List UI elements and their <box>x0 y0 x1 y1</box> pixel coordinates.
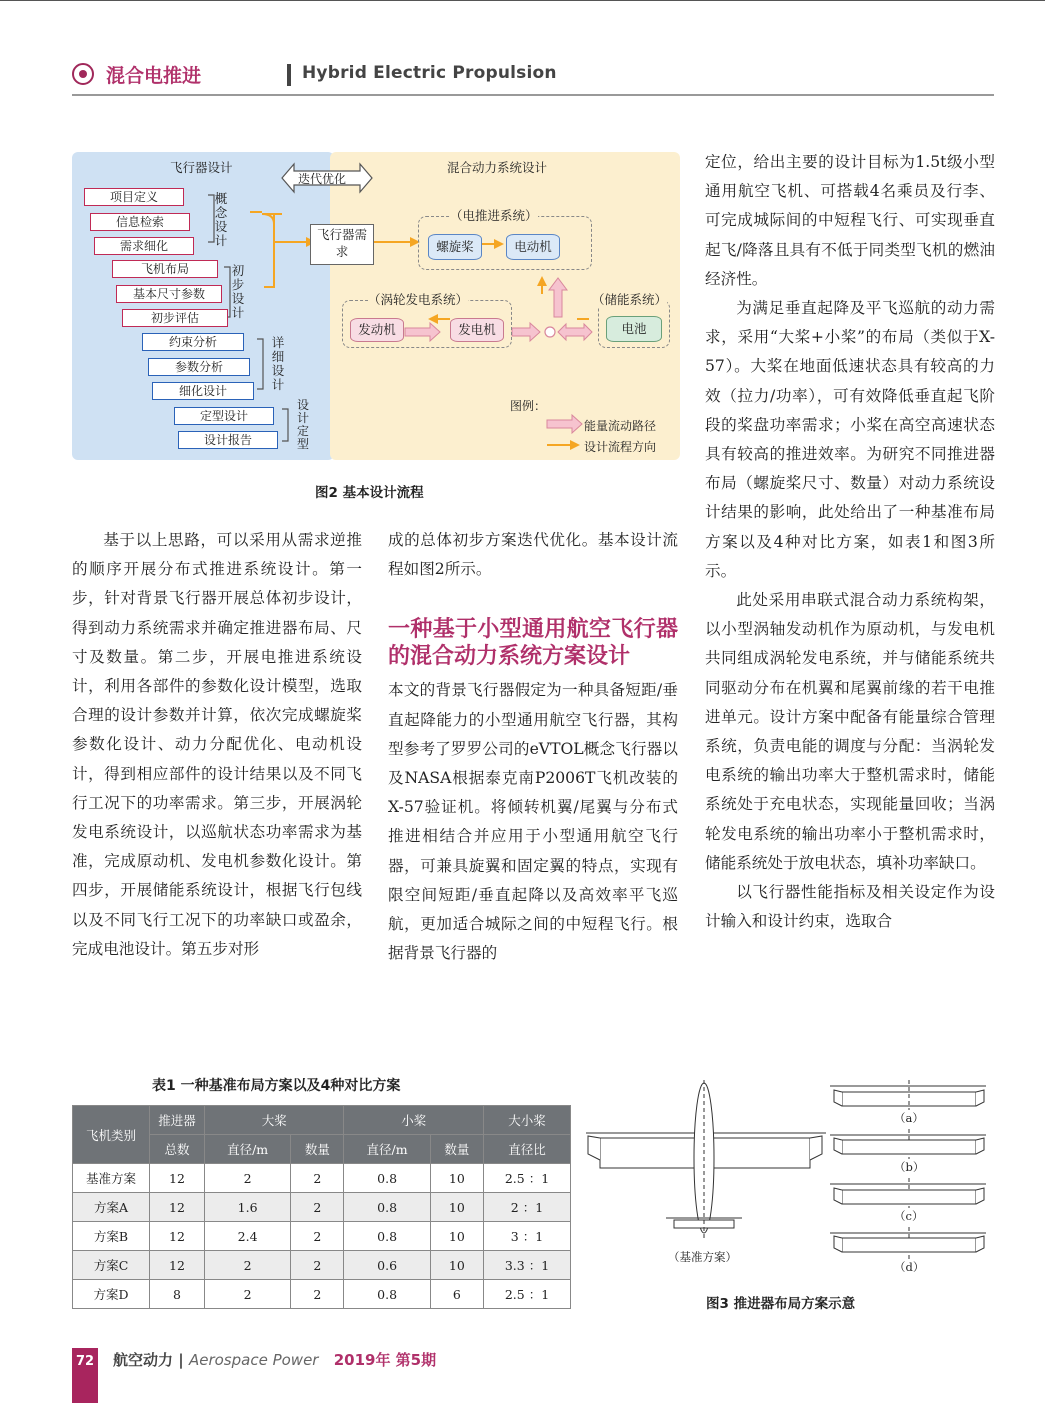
col-header-big-prop: 大桨 <box>205 1106 344 1135</box>
box-refine-design: 细化设计 <box>152 382 254 400</box>
table-cell: 10 <box>430 1164 483 1193</box>
electric-system-label: （电推进系统） <box>450 208 538 223</box>
table-cell: 基准方案 <box>73 1164 150 1193</box>
table-cell: 2 <box>205 1251 291 1280</box>
layout-c-drawing <box>830 1184 986 1204</box>
layout-c-label: （c） <box>894 1209 924 1223</box>
table-cell: 2 <box>291 1164 344 1193</box>
col-header-big-num: 数量 <box>291 1135 344 1164</box>
table-cell: 1.6 <box>205 1193 291 1222</box>
detail-design-label: 详细设计 <box>271 335 285 392</box>
col-header-small-num: 数量 <box>430 1135 483 1164</box>
table-cell: 3 ：1 <box>484 1222 571 1251</box>
table-cell: 12 <box>150 1164 205 1193</box>
table-cell: 3.3 ：1 <box>484 1251 571 1280</box>
box-basic-size: 基本尺寸参数 <box>116 285 222 303</box>
table-cell: 8 <box>150 1280 205 1309</box>
prelim-design-label: 初步设计 <box>231 263 245 320</box>
header-title-en: Hybrid Electric Propulsion <box>302 63 557 83</box>
table-cell: 2 <box>291 1251 344 1280</box>
paragraph: 成的总体初步方案迭代优化。基本设计流程如图2所示。 <box>388 531 678 579</box>
motor-node: 电动机 <box>506 234 560 260</box>
table-cell: 0.8 <box>344 1193 430 1222</box>
paragraph: 此处采用串联式混合动力系统构架，以小型涡轴发动机作为原动机，与发电机共同组成涡轮发电系统，并与储能系统共同驱动分布在机翼和尾翼前缘的若干电推进单元。设计方案中配备有能量综合管理系统，负责电能的调度与分配：当涡轮发电系统的输出功率大于整机需求时，储能系统处于充电状态，实现能量回收；当涡轮发电系统的输出功率小于整机需求时，储能系统处于放电状态，填补功率缺口。 <box>705 591 995 872</box>
baseline-label: （基准方案） <box>668 1250 737 1264</box>
legend-title: 图例： <box>510 399 547 413</box>
iterate-label: 迭代优化 <box>298 172 347 186</box>
col-header-small-dia: 直径/m <box>344 1135 430 1164</box>
layout-b-drawing <box>830 1135 986 1154</box>
col-header-ratio-2: 直径比 <box>484 1135 571 1164</box>
table-cell: 2 <box>205 1280 291 1309</box>
table-row <box>73 1193 571 1222</box>
box-aircraft-layout: 飞机布局 <box>112 260 218 278</box>
table-cell: 方案C <box>73 1251 150 1280</box>
box-param-analysis: 参数分析 <box>148 358 250 376</box>
col-header-ratio-1: 大小桨 <box>484 1106 571 1135</box>
table-cell: 10 <box>430 1222 483 1251</box>
layout-d-label: （d） <box>894 1260 925 1274</box>
table-1-caption: 表1 一种基准布局方案以及4种对比方案 <box>152 1078 401 1094</box>
box-final-design: 定型设计 <box>174 407 274 425</box>
column-3 <box>705 148 995 936</box>
box-design-report: 设计报告 <box>178 431 278 449</box>
footer-journal-cn: 航空动力 <box>113 1351 174 1369</box>
table-row <box>73 1222 571 1251</box>
header-divider <box>287 64 291 86</box>
col-header-type: 飞机类别 <box>73 1106 150 1164</box>
table-cell: 2 <box>205 1164 291 1193</box>
baseline-aircraft-drawing <box>586 1080 826 1240</box>
box-aircraft-requirement: 飞行器需求 <box>310 224 374 265</box>
table-cell: 6 <box>430 1280 483 1309</box>
legend-energy-label: 能量流动路径 <box>584 419 657 433</box>
layout-a-label: （a） <box>894 1111 924 1125</box>
column-2 <box>388 526 678 968</box>
column-1 <box>72 526 362 964</box>
table-1 <box>72 1105 571 1309</box>
box-info-retrieval: 信息检索 <box>90 213 190 231</box>
figure-3-caption: 图3 推进器布局方案示意 <box>706 1296 856 1312</box>
paragraph: 本文的背景飞行器假定为一种具备短距/垂直起降能力的小型通用航空飞行器，其构型参考了罗罗公司的eVTOL概念飞行器以及NASA根据泰克南P2006T飞机改装的X-57验证机。将倾转机翼/尾翼与分布式推进相结合并应用于小型通用航空飞行器，可兼具旋翼和固定翼的特点，实现有限空间短距/垂直起降以及高效率平飞巡航，更加适合城际之间的中短程飞行。根据背景飞行器的 <box>388 681 678 963</box>
paragraph: 基于以上思路，可以采用从需求逆推的顺序开展分布式推进系统设计。第一步，针对背景飞行器开展总体初步设计，得到动力系统需求并确定推进器布局、尺寸及数量。第二步，开展电推进系统设计，利用各部件的参数化设计模型，选取合理的设计参数并计算，依次完成螺旋桨参数化设计、动力分配优化、电动机设计，得到相应部件的设计结果以及不同飞行工况下的功率需求。第三步，开展涡轮发电系统设计，以巡航状态功率需求为基准，完成原动机、发电机参数化设计。第四步，开展储能系统设计，根据飞行包线以及不同飞行工况下的功率缺口或盈余，完成电池设计。第五步对形 <box>72 531 362 958</box>
table-cell: 方案D <box>73 1280 150 1309</box>
table-cell: 方案B <box>73 1222 150 1251</box>
battery-node: 电池 <box>606 316 662 342</box>
table-cell: 12 <box>150 1222 205 1251</box>
table-cell: 2 <box>291 1193 344 1222</box>
footer-issue: 2019年 第5期 <box>333 1351 437 1369</box>
box-project-definition: 项目定义 <box>84 188 184 206</box>
footer-separator: | <box>178 1351 184 1369</box>
header-rule <box>72 94 994 96</box>
col-header-total-1: 推进器 <box>150 1106 205 1135</box>
footer-journal <box>113 1349 436 1370</box>
table-cell: 10 <box>430 1251 483 1280</box>
table-row <box>73 1164 571 1193</box>
table-cell: 2.5 ：1 <box>484 1280 571 1309</box>
paragraph: 定位，给出主要的设计目标为1.5t级小型通用航空飞机、可搭载4名乘员及行李、可完成城际间的中短程飞行、可实现垂直起飞/降落且具有不低于同类型飞机的燃油经济性。 <box>705 153 995 288</box>
figure-2-design-flow <box>72 152 680 460</box>
turbo-system-label: （涡轮发电系统） <box>368 292 469 307</box>
footer-journal-en: Aerospace Power <box>188 1351 319 1369</box>
concept-design-label: 概念设计 <box>214 191 228 248</box>
col-header-total-2: 总数 <box>150 1135 205 1164</box>
table-cell: 方案A <box>73 1193 150 1222</box>
aircraft-design-title: 飞行器设计 <box>170 160 233 175</box>
table-cell: 12 <box>150 1251 205 1280</box>
engine-node: 发动机 <box>350 318 404 342</box>
figure-2-caption: 图2 基本设计流程 <box>315 485 424 501</box>
table-cell: 0.8 <box>344 1280 430 1309</box>
col-header-big-dia: 直径/m <box>205 1135 291 1164</box>
table-cell: 0.8 <box>344 1222 430 1251</box>
generator-node: 发电机 <box>450 318 504 342</box>
paragraph: 以飞行器性能指标及相关设定作为设计输入和设计约束，选取合 <box>705 883 995 931</box>
journal-logo-icon <box>72 63 94 85</box>
hybrid-design-title: 混合动力系统设计 <box>447 160 548 175</box>
header-title-cn: 混合电推进 <box>106 65 202 87</box>
section-heading: 一种基于小型通用航空飞行器的混合动力系统方案设计 <box>388 617 678 670</box>
top-border <box>0 0 1045 1</box>
table-cell: 2 ：1 <box>484 1193 571 1222</box>
final-design-label: 设计定型 <box>296 398 309 451</box>
legend-design-label: 设计流程方向 <box>584 440 657 454</box>
table-row <box>73 1251 571 1280</box>
col-header-small-prop: 小桨 <box>344 1106 484 1135</box>
table-cell: 10 <box>430 1193 483 1222</box>
storage-system-label: （储能系统） <box>592 292 668 307</box>
table-cell: 2 <box>291 1222 344 1251</box>
paragraph: 为满足垂直起降及平飞巡航的动力需求，采用“大桨+小桨”的布局（类似于X-57）。大桨在地面低速状态具有较高的力效（拉力/功率），可有效降低垂直起飞阶段的桨盘功率需求；小桨在高空高速状态具有较高的推进效率。为研究不同推进器布局（螺旋桨尺寸、数量）对动力系统设计结果的影响，此处给出了一种基准布局方案以及4种对比方案，如表1和图3所示。 <box>705 299 995 580</box>
page-number: 72 <box>76 1354 95 1369</box>
table-cell: 2 <box>291 1280 344 1309</box>
figure-3-layouts <box>586 1080 996 1280</box>
layout-d-drawing <box>830 1233 986 1252</box>
propeller-node: 螺旋桨 <box>428 234 482 260</box>
table-cell: 0.6 <box>344 1251 430 1280</box>
table-cell: 12 <box>150 1193 205 1222</box>
table-cell: 2.5 ：1 <box>484 1164 571 1193</box>
box-requirement-refine: 需求细化 <box>94 237 194 255</box>
box-prelim-eval: 初步评估 <box>122 309 228 327</box>
table-cell: 0.8 <box>344 1164 430 1193</box>
table-row <box>73 1280 571 1309</box>
box-constraint-analysis: 约束分析 <box>142 333 244 351</box>
layout-b-label: （b） <box>894 1160 925 1174</box>
table-cell: 2.4 <box>205 1222 291 1251</box>
